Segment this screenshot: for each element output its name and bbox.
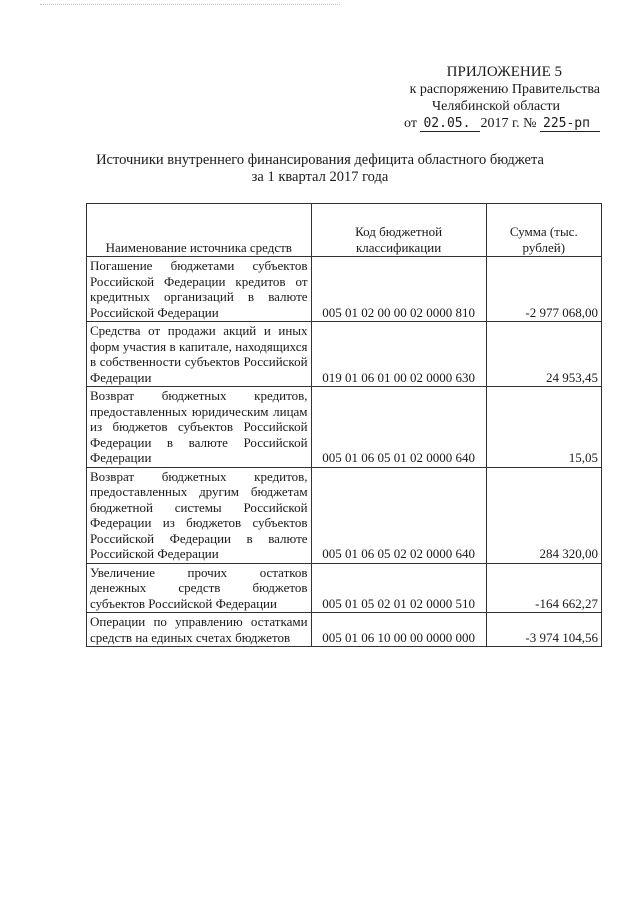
row-sum: 24 953,45 xyxy=(486,322,601,387)
year-number-text: 2017 г. № xyxy=(480,116,537,131)
row-sum: 284 320,00 xyxy=(486,467,601,563)
row-code: 005 01 06 10 00 00 0000 000 xyxy=(311,613,486,647)
row-name: Возврат бюджетных кредитов, предоставленных юридическим лицам из бюджетов субъектов Российской Федерации в валюте Российской Федерации xyxy=(87,387,312,468)
order-reference-line2: Челябинской области xyxy=(432,99,560,114)
header-sum: Сумма (тыс. рублей) xyxy=(486,204,601,257)
row-sum: -164 662,27 xyxy=(486,563,601,613)
row-name: Возврат бюджетных кредитов, предоставленных другим бюджетам бюджетной системы Российской Федерации из бюджетов субъектов Российской Федерации в валюте Российской Федерации xyxy=(87,467,312,563)
header-code: Код бюджетной классификации xyxy=(311,204,486,257)
row-name: Средства от продажи акций и иных форм участия в капитале, находящихся в собственности субъектов Российской Федерации xyxy=(87,322,312,387)
appendix-title: ПРИЛОЖЕНИЕ 5 xyxy=(446,64,562,80)
row-name: Операции по управлению остатками средств на единых счетах бюджетов xyxy=(87,613,312,647)
document-title-line1: Источники внутреннего финансирования дефицита областного бюджета xyxy=(96,152,544,168)
table-row xyxy=(87,613,602,647)
handwritten-doc-number: 225-рп xyxy=(540,117,600,132)
row-code: 005 01 06 05 02 02 0000 640 xyxy=(311,467,486,563)
table-row xyxy=(87,257,602,322)
table-row xyxy=(87,387,602,468)
document-title xyxy=(60,152,580,186)
scan-artifact xyxy=(40,4,340,9)
order-reference-line1: к распоряжению Правительства xyxy=(409,82,600,97)
document-title-line2: за 1 квартал 2017 года xyxy=(251,169,389,185)
row-sum: -2 977 068,00 xyxy=(486,257,601,322)
row-code: 005 01 06 05 01 02 0000 640 xyxy=(311,387,486,468)
table-row xyxy=(87,322,602,387)
table-row xyxy=(87,563,602,613)
table-header-row xyxy=(87,204,602,257)
row-sum: -3 974 104,56 xyxy=(486,613,601,647)
header-name: Наименование источника средств xyxy=(87,204,312,257)
row-name: Погашение бюджетами субъектов Российской Федерации кредитов от кредитных организаций в валюте Российской Федерации xyxy=(87,257,312,322)
table-row xyxy=(87,467,602,563)
handwritten-date: 02.05. xyxy=(420,117,480,132)
row-code: 019 01 06 01 00 02 0000 630 xyxy=(311,322,486,387)
row-code: 005 01 02 00 00 02 0000 810 xyxy=(311,257,486,322)
financing-sources-table xyxy=(86,203,602,647)
row-name: Увеличение прочих остатков денежных средств бюджетов субъектов Российской Федерации xyxy=(87,563,312,613)
row-sum: 15,05 xyxy=(486,387,601,468)
appendix-header xyxy=(370,64,600,132)
row-code: 005 01 05 02 01 02 0000 510 xyxy=(311,563,486,613)
order-date-line xyxy=(370,115,600,132)
date-prefix: от xyxy=(404,116,417,131)
